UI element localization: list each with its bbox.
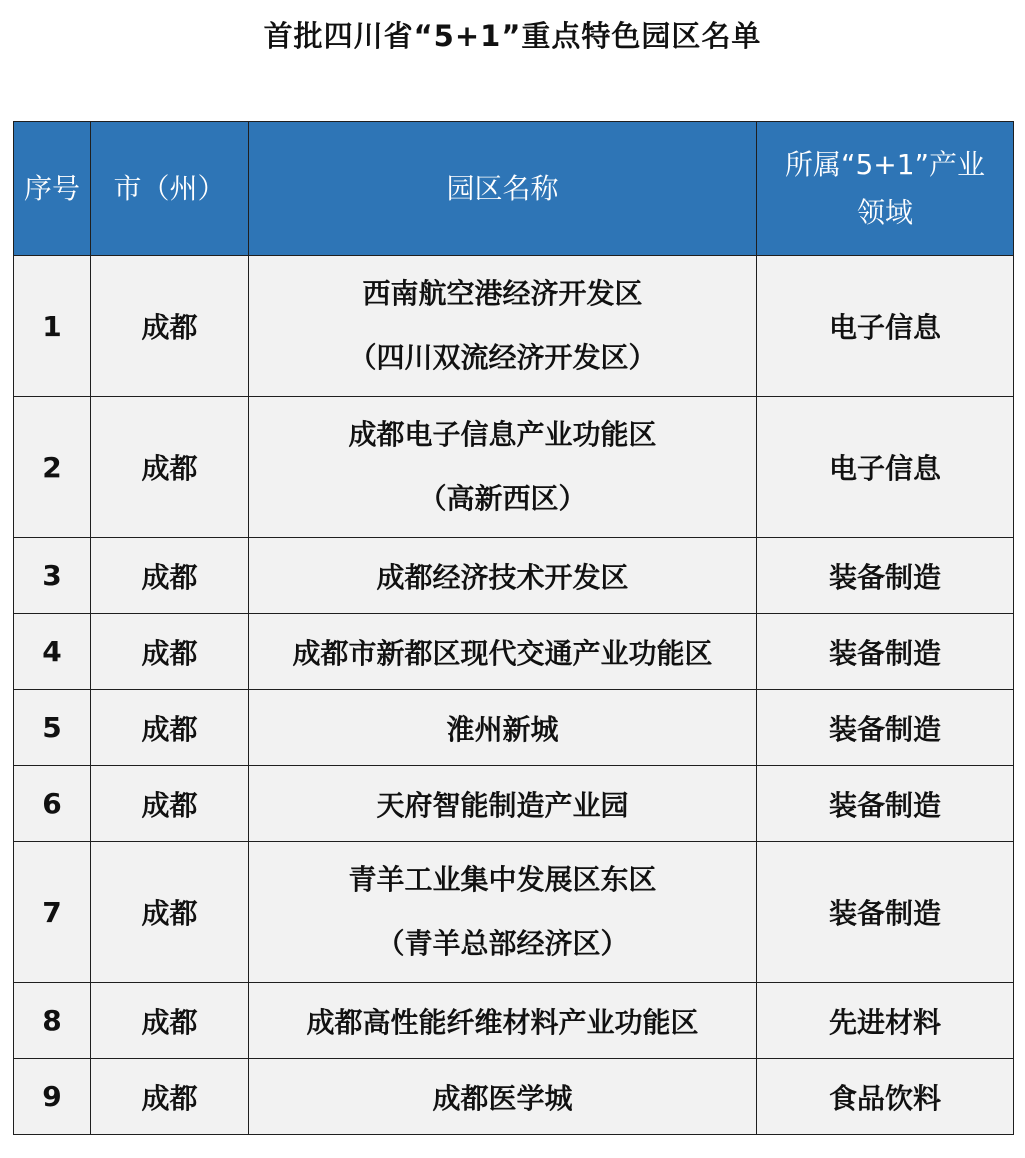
table-row	[14, 256, 1014, 397]
park-name-line2: （四川双流经济开发区）	[348, 341, 657, 374]
row-industry-field: 食品饮料	[757, 1059, 1014, 1135]
header-park-name: 园区名称	[249, 122, 757, 256]
table-row	[14, 1059, 1014, 1135]
table-row	[14, 983, 1014, 1059]
row-park-name	[249, 397, 757, 538]
row-park-name: 成都医学城	[249, 1059, 757, 1135]
row-park-name: 淮州新城	[249, 690, 757, 766]
header-industry-field	[757, 122, 1014, 256]
row-park-name: 天府智能制造产业园	[249, 766, 757, 842]
header-field-line1: 所属“5+1”产业	[784, 147, 986, 181]
row-number: 8	[14, 983, 91, 1059]
row-park-name: 成都市新都区现代交通产业功能区	[249, 614, 757, 690]
row-number: 1	[14, 256, 91, 397]
row-city: 成都	[91, 397, 249, 538]
row-number: 5	[14, 690, 91, 766]
header-field-line2: 领域	[856, 195, 913, 229]
row-city: 成都	[91, 766, 249, 842]
row-city: 成都	[91, 842, 249, 983]
row-number: 4	[14, 614, 91, 690]
park-name-line1: 成都电子信息产业功能区	[348, 418, 657, 451]
table-row	[14, 538, 1014, 614]
park-name-line2: （青羊总部经济区）	[376, 927, 629, 960]
table-header-row	[14, 122, 1014, 256]
table-row	[14, 614, 1014, 690]
table-row	[14, 397, 1014, 538]
row-number: 2	[14, 397, 91, 538]
row-park-name: 成都高性能纤维材料产业功能区	[249, 983, 757, 1059]
header-city: 市（州）	[91, 122, 249, 256]
park-name-line2: （高新西区）	[418, 482, 587, 515]
row-industry-field: 装备制造	[757, 538, 1014, 614]
park-name-line1: 西南航空港经济开发区	[362, 277, 643, 310]
parks-table	[13, 121, 1014, 1135]
row-city: 成都	[91, 1059, 249, 1135]
row-number: 7	[14, 842, 91, 983]
row-industry-field: 装备制造	[757, 690, 1014, 766]
row-city: 成都	[91, 690, 249, 766]
row-city: 成都	[91, 256, 249, 397]
table-row	[14, 766, 1014, 842]
row-industry-field: 装备制造	[757, 766, 1014, 842]
table-row	[14, 690, 1014, 766]
row-city: 成都	[91, 983, 249, 1059]
park-name-line1: 青羊工业集中发展区东区	[348, 863, 657, 896]
row-park-name: 成都经济技术开发区	[249, 538, 757, 614]
header-no: 序号	[14, 122, 91, 256]
row-industry-field: 装备制造	[757, 614, 1014, 690]
row-industry-field: 先进材料	[757, 983, 1014, 1059]
row-number: 6	[14, 766, 91, 842]
row-industry-field: 电子信息	[757, 397, 1014, 538]
table-row	[14, 842, 1014, 983]
page-title: 首批四川省“5+1”重点特色园区名单	[263, 19, 762, 53]
row-number: 9	[14, 1059, 91, 1135]
row-park-name	[249, 256, 757, 397]
row-city: 成都	[91, 538, 249, 614]
row-city: 成都	[91, 614, 249, 690]
row-industry-field: 电子信息	[757, 256, 1014, 397]
row-industry-field: 装备制造	[757, 842, 1014, 983]
row-park-name	[249, 842, 757, 983]
row-number: 3	[14, 538, 91, 614]
